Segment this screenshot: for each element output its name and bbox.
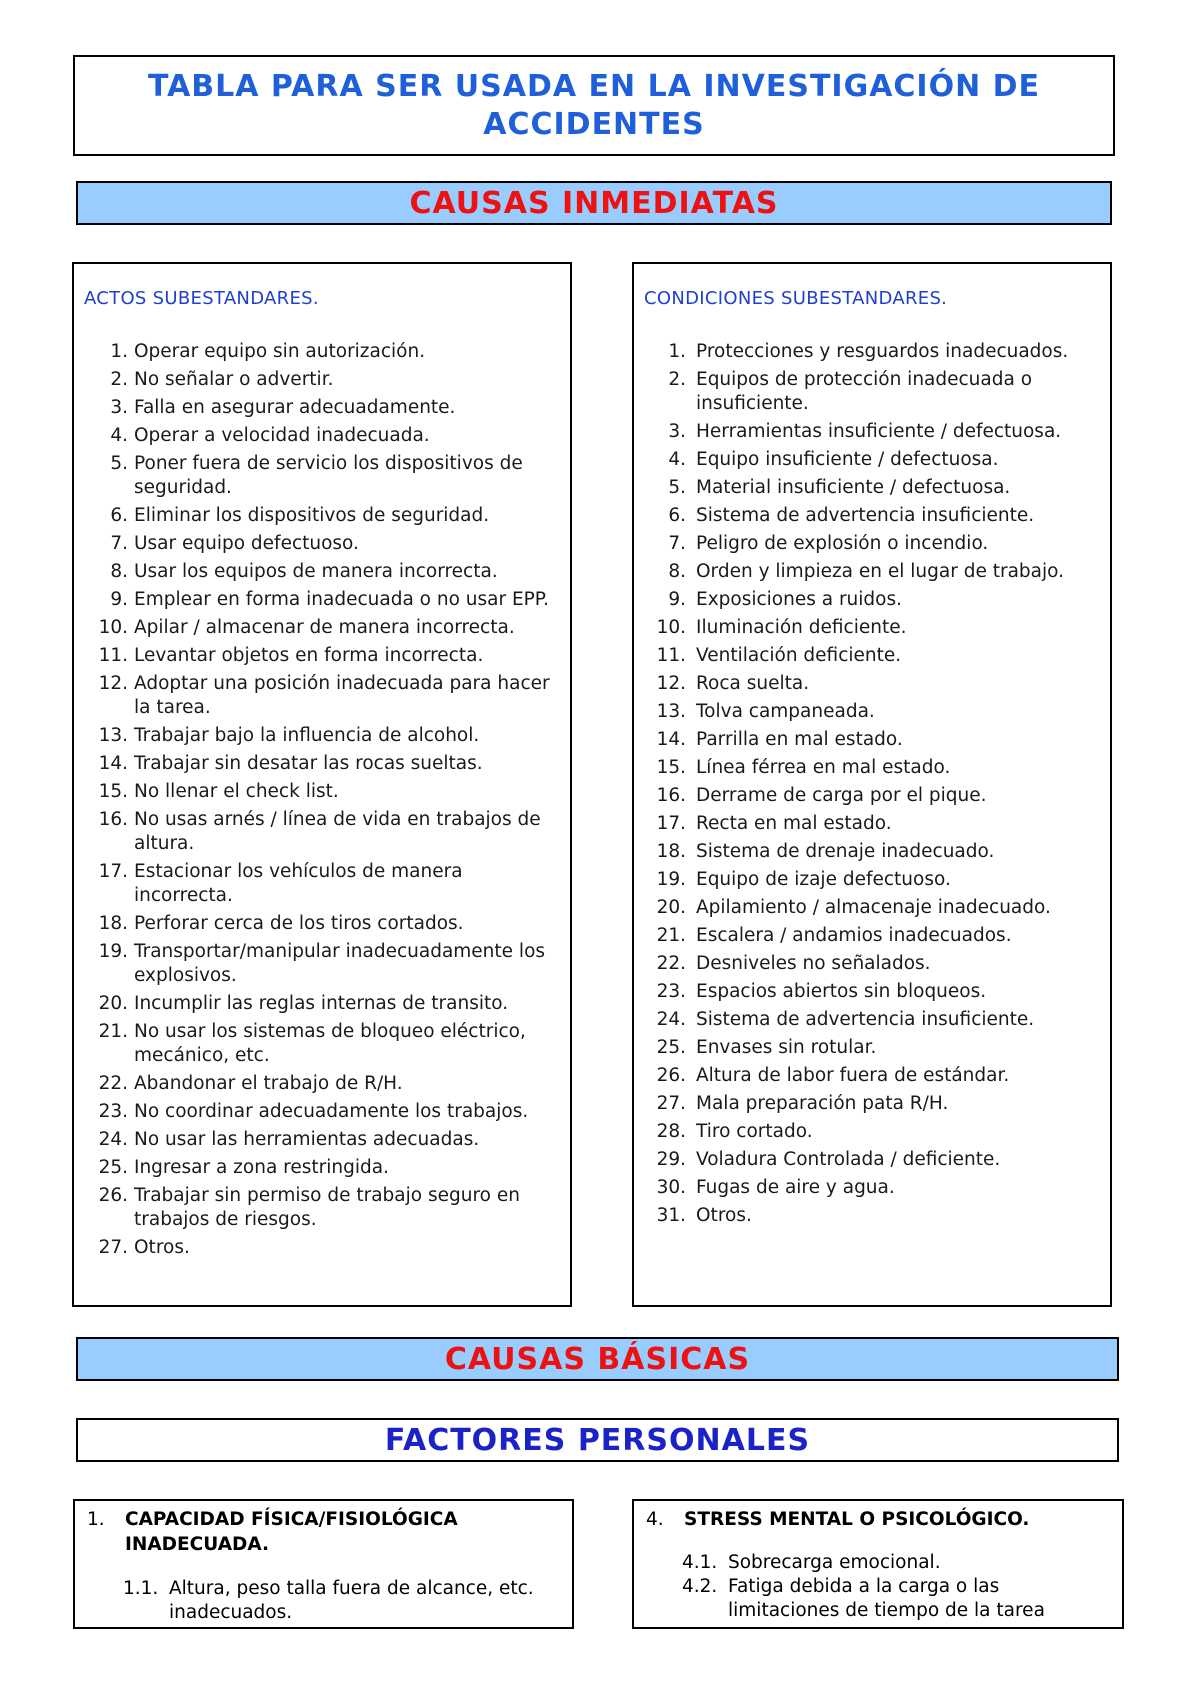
condiciones-item <box>634 700 1110 724</box>
item-number: 27. <box>656 1093 686 1114</box>
actos-item <box>74 340 570 364</box>
actos-item <box>74 724 570 748</box>
document-title: TABLA PARA SER USADA EN LA INVESTIGACIÓN DE ACCIDENTES <box>147 68 1041 142</box>
item-text: No usar los sistemas de bloqueo eléctrico, mecánico, etc. <box>134 1021 526 1066</box>
item-number: 19. <box>98 941 128 962</box>
actos-item <box>74 452 570 500</box>
item-text: No llenar el check list. <box>134 781 339 802</box>
actos-item <box>74 1072 570 1096</box>
item-number: 30. <box>656 1177 686 1198</box>
item-text: No usas arnés / línea de vida en trabajos de altura. <box>134 809 541 854</box>
item-text: Sistema de advertencia insuficiente. <box>696 505 1035 526</box>
condiciones-item <box>634 672 1110 696</box>
item-number: 26. <box>98 1185 128 1206</box>
item-text: Voladura Controlada / deficiente. <box>696 1149 1001 1170</box>
condiciones-item <box>634 448 1110 472</box>
actos-item <box>74 424 570 448</box>
item-text: Falla en asegurar adecuadamente. <box>134 397 456 418</box>
item-text: Apilar / almacenar de manera incorrecta. <box>134 617 515 638</box>
item-text: Eliminar los dispositivos de seguridad. <box>134 505 490 526</box>
item-number: 8. <box>110 561 128 582</box>
condiciones-item <box>634 756 1110 780</box>
condiciones-item <box>634 728 1110 752</box>
condiciones-item <box>634 532 1110 556</box>
factor-sub-item <box>123 1577 564 1625</box>
item-text: Emplear en forma inadecuada o no usar EPP. <box>134 589 549 610</box>
item-text: Sistema de advertencia insuficiente. <box>696 1009 1035 1030</box>
item-text: Operar equipo sin autorización. <box>134 341 426 362</box>
item-number: 23. <box>98 1101 128 1122</box>
item-text: Levantar objetos en forma incorrecta. <box>134 645 484 666</box>
item-text: Material insuficiente / defectuosa. <box>696 477 1011 498</box>
condiciones-item <box>634 784 1110 808</box>
item-text: Desniveles no señalados. <box>696 953 931 974</box>
condiciones-item <box>634 1120 1110 1144</box>
item-number: 4. <box>110 425 128 446</box>
item-number: 4. <box>668 449 686 470</box>
item-number: 21. <box>98 1021 128 1042</box>
item-number: 15. <box>98 781 128 802</box>
item-number: 8. <box>668 561 686 582</box>
item-text: Trabajar sin desatar las rocas sueltas. <box>134 753 483 774</box>
actos-item <box>74 504 570 528</box>
title-box <box>73 55 1115 156</box>
item-text: Línea férrea en mal estado. <box>696 757 951 778</box>
item-text: Tiro cortado. <box>696 1121 813 1142</box>
actos-item <box>74 1184 570 1232</box>
factor-sub-number: 1.1. <box>123 1578 159 1599</box>
condiciones-item <box>634 1008 1110 1032</box>
item-text: Perforar cerca de los tiros cortados. <box>134 913 464 934</box>
item-text: Adoptar una posición inadecuada para hacer la tarea. <box>134 673 550 718</box>
item-number: 1. <box>110 341 128 362</box>
item-text: Equipo insuficiente / defectuosa. <box>696 449 999 470</box>
item-number: 2. <box>668 369 686 390</box>
factor-sub-text: Sobrecarga emocional. <box>728 1552 941 1573</box>
item-number: 7. <box>668 533 686 554</box>
item-number: 12. <box>656 673 686 694</box>
item-text: No señalar o advertir. <box>134 369 334 390</box>
item-number: 20. <box>656 897 686 918</box>
item-number: 12. <box>98 673 128 694</box>
condiciones-item <box>634 868 1110 892</box>
condiciones-heading: CONDICIONES SUBESTANDARES. <box>644 288 948 309</box>
item-text: Recta en mal estado. <box>696 813 892 834</box>
condiciones-item <box>634 980 1110 1004</box>
factor-number: 1. <box>87 1509 105 1530</box>
item-number: 14. <box>656 729 686 750</box>
item-text: Espacios abiertos sin bloqueos. <box>696 981 987 1002</box>
actos-item <box>74 672 570 720</box>
condiciones-item <box>634 1176 1110 1200</box>
item-text: Apilamiento / almacenaje inadecuado. <box>696 897 1051 918</box>
item-number: 16. <box>656 785 686 806</box>
item-number: 20. <box>98 993 128 1014</box>
condiciones-item <box>634 340 1110 364</box>
item-text: Transportar/manipular inadecuadamente los explosivos. <box>134 941 546 986</box>
actos-item <box>74 940 570 988</box>
factor-number: 4. <box>646 1509 664 1530</box>
actos-item <box>74 912 570 936</box>
item-number: 25. <box>98 1157 128 1178</box>
condiciones-item <box>634 896 1110 920</box>
condiciones-item <box>634 840 1110 864</box>
item-number: 25. <box>656 1037 686 1058</box>
condiciones-item <box>634 924 1110 948</box>
item-text: No coordinar adecuadamente los trabajos. <box>134 1101 529 1122</box>
actos-item <box>74 1156 570 1180</box>
actos-item <box>74 808 570 856</box>
item-number: 24. <box>98 1129 128 1150</box>
actos-item <box>74 368 570 392</box>
item-number: 10. <box>656 617 686 638</box>
actos-item <box>74 1128 570 1152</box>
actos-item <box>74 1020 570 1068</box>
item-number: 22. <box>656 953 686 974</box>
actos-item <box>74 860 570 908</box>
item-number: 2. <box>110 369 128 390</box>
condiciones-item <box>634 420 1110 444</box>
item-text: Sistema de drenaje inadecuado. <box>696 841 995 862</box>
banner-factores-personales: FACTORES PERSONALES <box>76 1418 1119 1462</box>
item-number: 31. <box>656 1205 686 1226</box>
actos-item <box>74 616 570 640</box>
item-number: 27. <box>98 1237 128 1258</box>
item-text: Iluminación deficiente. <box>696 617 907 638</box>
item-number: 16. <box>98 809 128 830</box>
item-number: 5. <box>668 477 686 498</box>
item-text: Abandonar el trabajo de R/H. <box>134 1073 403 1094</box>
condiciones-item <box>634 644 1110 668</box>
actos-item <box>74 396 570 420</box>
actos-heading: ACTOS SUBESTANDARES. <box>84 288 319 309</box>
item-text: Escalera / andamios inadecuados. <box>696 925 1012 946</box>
banner-causas-basicas: CAUSAS BÁSICAS <box>76 1337 1119 1381</box>
item-text: Poner fuera de servicio los dispositivos de seguridad. <box>134 453 523 498</box>
item-text: Ingresar a zona restringida. <box>134 1157 389 1178</box>
item-text: Otros. <box>134 1237 190 1258</box>
factor-sub-number: 4.2. <box>682 1576 718 1597</box>
item-text: Herramientas insuficiente / defectuosa. <box>696 421 1062 442</box>
item-number: 17. <box>656 813 686 834</box>
item-number: 9. <box>110 589 128 610</box>
item-number: 9. <box>668 589 686 610</box>
item-text: Usar los equipos de manera incorrecta. <box>134 561 498 582</box>
item-number: 10. <box>98 617 128 638</box>
item-text: Trabajar sin permiso de trabajo seguro en trabajos de riesgos. <box>134 1185 520 1230</box>
actos-item <box>74 588 570 612</box>
item-text: Operar a velocidad inadecuada. <box>134 425 430 446</box>
factor-title: CAPACIDAD FÍSICA/FISIOLÓGICA INADECUADA. <box>125 1509 458 1555</box>
factor-sub-text: Altura, peso talla fuera de alcance, etc. inadecuados. <box>169 1578 534 1623</box>
actos-item <box>74 752 570 776</box>
item-text: Derrame de carga por el pique. <box>696 785 987 806</box>
item-text: Fugas de aire y agua. <box>696 1177 895 1198</box>
factor-sub-text: Fatiga debida a la carga o las limitaciones de tiempo de la tarea <box>728 1576 1045 1621</box>
condiciones-subestandares-box <box>632 262 1112 1307</box>
item-number: 23. <box>656 981 686 1002</box>
item-number: 24. <box>656 1009 686 1030</box>
condiciones-item <box>634 560 1110 584</box>
item-text: Incumplir las reglas internas de transito. <box>134 993 509 1014</box>
actos-item <box>74 644 570 668</box>
item-number: 11. <box>98 645 128 666</box>
item-number: 3. <box>668 421 686 442</box>
item-number: 21. <box>656 925 686 946</box>
item-text: Parrilla en mal estado. <box>696 729 903 750</box>
item-number: 17. <box>98 861 128 882</box>
condiciones-item <box>634 1092 1110 1116</box>
condiciones-item <box>634 588 1110 612</box>
item-text: Ventilación deficiente. <box>696 645 902 666</box>
item-number: 1. <box>668 341 686 362</box>
actos-item <box>74 560 570 584</box>
actos-subestandares-box <box>72 262 572 1307</box>
item-number: 18. <box>656 841 686 862</box>
item-text: No usar las herramientas adecuadas. <box>134 1129 480 1150</box>
factor-title: STRESS MENTAL O PSICOLÓGICO. <box>684 1509 1030 1530</box>
item-number: 6. <box>668 505 686 526</box>
factor-stress-box <box>632 1499 1124 1629</box>
item-text: Exposiciones a ruidos. <box>696 589 903 610</box>
condiciones-item <box>634 812 1110 836</box>
actos-item <box>74 532 570 556</box>
condiciones-item <box>634 1204 1110 1228</box>
item-number: 13. <box>656 701 686 722</box>
actos-item <box>74 1236 570 1260</box>
item-number: 26. <box>656 1065 686 1086</box>
item-number: 28. <box>656 1121 686 1142</box>
item-text: Orden y limpieza en el lugar de trabajo. <box>696 561 1065 582</box>
actos-list <box>74 340 570 1264</box>
item-number: 3. <box>110 397 128 418</box>
factor-heading <box>87 1507 562 1557</box>
item-number: 11. <box>656 645 686 666</box>
condiciones-item <box>634 1148 1110 1172</box>
banner-causas-inmediatas: CAUSAS INMEDIATAS <box>76 181 1112 225</box>
item-text: Equipos de protección inadecuada o insuficiente. <box>696 369 1033 414</box>
condiciones-item <box>634 368 1110 416</box>
actos-item <box>74 1100 570 1124</box>
factor-heading <box>646 1507 1112 1532</box>
condiciones-item <box>634 616 1110 640</box>
factor-capacidad-box <box>73 1499 574 1629</box>
item-number: 14. <box>98 753 128 774</box>
item-text: Protecciones y resguardos inadecuados. <box>696 341 1069 362</box>
item-text: Estacionar los vehículos de manera incorrecta. <box>134 861 463 906</box>
actos-item <box>74 992 570 1016</box>
factor-sub-number: 4.1. <box>682 1552 718 1573</box>
item-number: 29. <box>656 1149 686 1170</box>
item-text: Trabajar bajo la influencia de alcohol. <box>134 725 480 746</box>
item-number: 6. <box>110 505 128 526</box>
item-text: Tolva campaneada. <box>696 701 875 722</box>
condiciones-list <box>634 340 1110 1232</box>
item-text: Equipo de izaje defectuoso. <box>696 869 951 890</box>
item-number: 13. <box>98 725 128 746</box>
item-number: 5. <box>110 453 128 474</box>
item-number: 18. <box>98 913 128 934</box>
item-number: 7. <box>110 533 128 554</box>
actos-item <box>74 780 570 804</box>
condiciones-item <box>634 952 1110 976</box>
item-text: Mala preparación pata R/H. <box>696 1093 949 1114</box>
item-text: Otros. <box>696 1205 752 1226</box>
item-text: Envases sin rotular. <box>696 1037 877 1058</box>
item-text: Altura de labor fuera de estándar. <box>696 1065 1010 1086</box>
item-text: Roca suelta. <box>696 673 810 694</box>
item-text: Peligro de explosión o incendio. <box>696 533 989 554</box>
factor-sub-item <box>682 1575 1114 1623</box>
item-number: 15. <box>656 757 686 778</box>
factor-sub-item <box>682 1551 1114 1575</box>
condiciones-item <box>634 476 1110 500</box>
condiciones-item <box>634 1036 1110 1060</box>
item-number: 19. <box>656 869 686 890</box>
condiciones-item <box>634 1064 1110 1088</box>
condiciones-item <box>634 504 1110 528</box>
item-number: 22. <box>98 1073 128 1094</box>
item-text: Usar equipo defectuoso. <box>134 533 359 554</box>
